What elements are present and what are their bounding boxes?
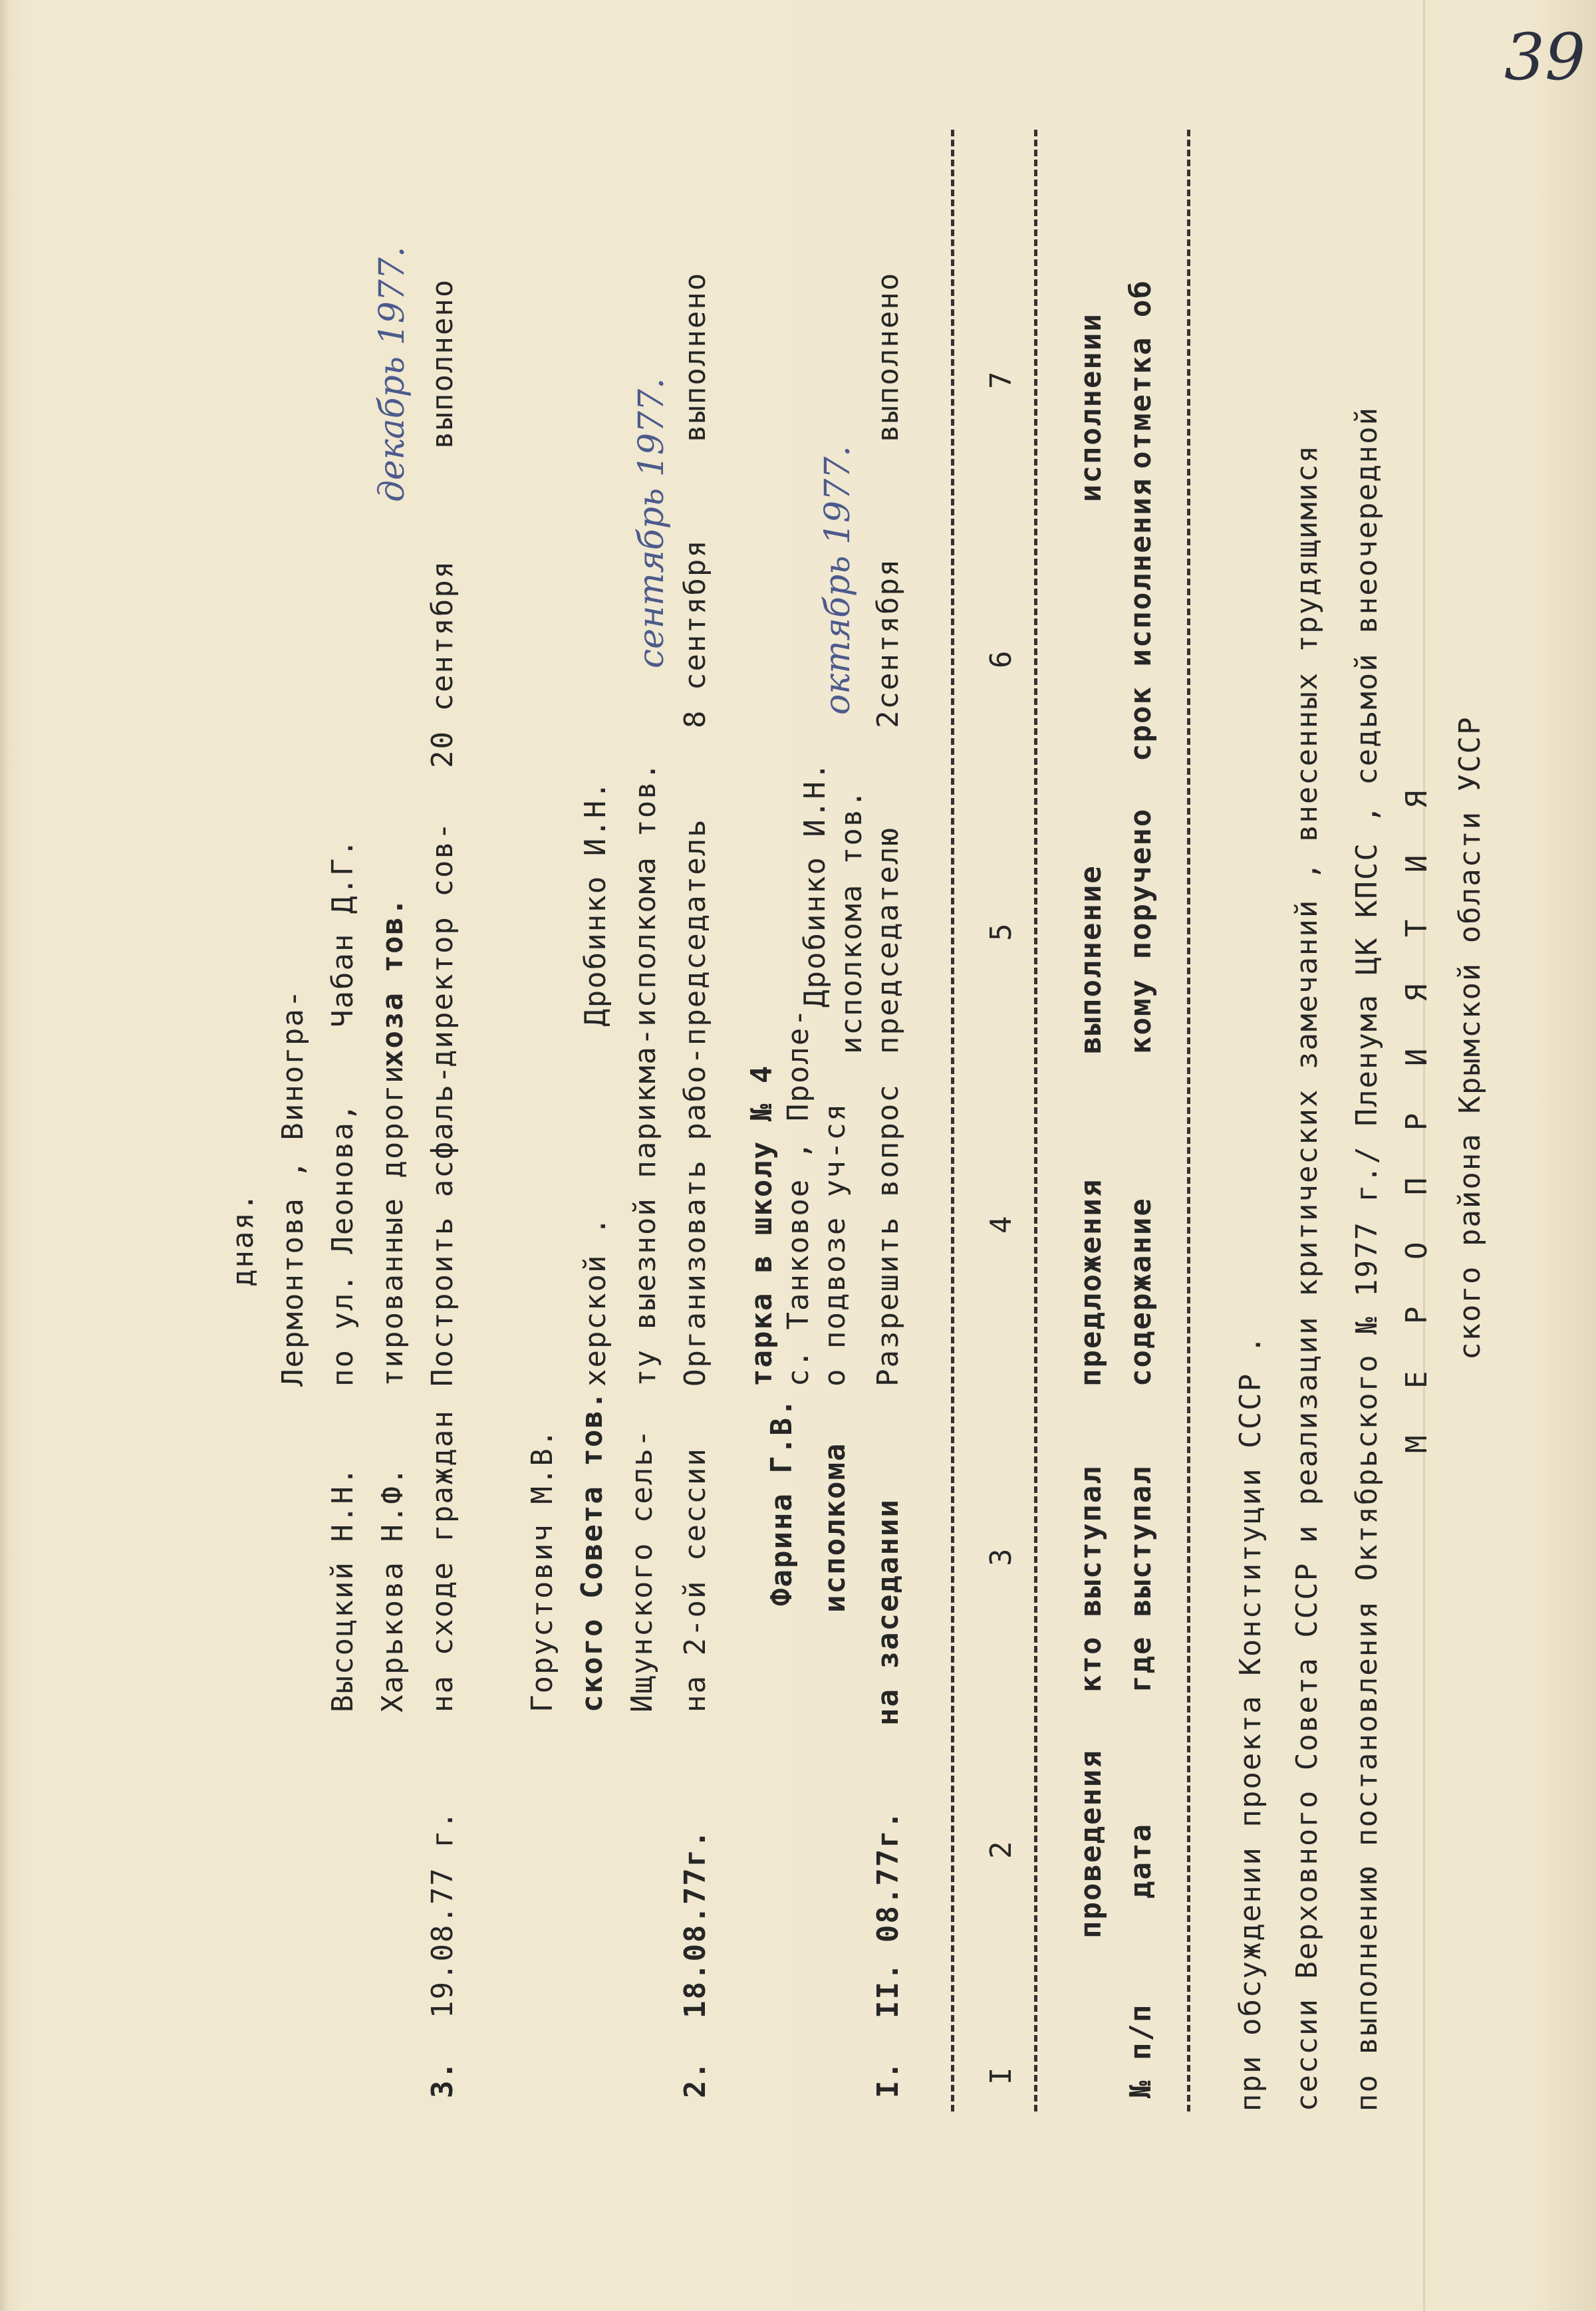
row1-content-1: Разрешить вопрос — [871, 1083, 905, 1387]
header-col-5a: кому поручено — [1124, 807, 1158, 1054]
row3-content-3: по ул. Леонова, — [326, 1102, 360, 1387]
row1-handwritten-note: октябрь 1977. — [818, 446, 858, 715]
colnum-4: 4 — [984, 1214, 1018, 1234]
row1-where-3: Фарина Г.В. — [765, 1397, 799, 1606]
header-col-2a: дата — [1124, 1823, 1158, 1899]
row2-content-1: Организовать рабо-председатель — [678, 818, 712, 1387]
document-heading: М Е Р О П Р И Я Т И Я — [1400, 775, 1434, 1453]
row3-content-2: тированные дороги — [376, 1064, 410, 1387]
row2-content-3: херской . Дробинко И.Н. — [579, 780, 612, 1387]
title-top-line: ского района Крымской области УССР — [1453, 716, 1487, 1360]
row1-num: I. — [871, 2060, 905, 2098]
title-line-2: сессии Верховного Совета СССР и реализации критических замечаний , внесенных трудящимися — [1290, 444, 1324, 2111]
row2-deadline: 8 сентября — [678, 539, 712, 728]
row1-assigned-2: исполкома тов. — [835, 789, 868, 1054]
row1-content-3: с. Танковое , Проле- — [781, 1008, 815, 1387]
row3-assigned-2: хоза тов. — [376, 896, 410, 1067]
header-col-6: срок исполнения — [1124, 477, 1158, 761]
row1-where-1: на заседании — [871, 1498, 905, 1726]
row1-deadline: 2сентября — [871, 557, 905, 728]
header-col-3a: где выступал — [1124, 1465, 1158, 1693]
row3-content-4: Лермонтова , Виногра- — [276, 988, 310, 1387]
row3-assigned-1: директор сов- — [426, 821, 460, 1067]
row2-date: 18.08.77г. — [678, 1829, 712, 2018]
row3-where-3: Высоцкий Н.Н. — [326, 1466, 360, 1712]
header-bottom-rule — [951, 130, 954, 2111]
row3-deadline: 20 сентября — [426, 559, 460, 768]
colnum-2: 2 — [984, 1839, 1018, 1859]
row3-content-5: дная. — [226, 1192, 260, 1287]
row3-date: 19.08.77 г. — [426, 1810, 460, 2018]
row1-status: выполнено — [871, 271, 905, 442]
row2-where-1: на 2-ой сессии — [678, 1447, 712, 1712]
header-top-rule — [1187, 130, 1190, 2111]
colnum-5: 5 — [984, 922, 1018, 941]
row3-handwritten-note: декабрь 1977. — [372, 246, 412, 502]
row1-date: II. 08.77г. — [871, 1810, 905, 2018]
row3-where-2: Харькова Н.Ф. — [376, 1466, 410, 1712]
row3-assigned-3: Чабан Д.Г. — [326, 838, 360, 1027]
header-col-4b: предложения — [1074, 1178, 1108, 1387]
row2-content-2: ту выезной парикма-исполкома тов. — [628, 761, 662, 1387]
row2-where-2: Ищунского сель- — [625, 1428, 659, 1712]
header-mid-rule — [1034, 130, 1037, 2111]
row1-content-4: тарка в школу № 4 — [745, 1064, 779, 1387]
header-col-4a: содержание — [1124, 1197, 1158, 1387]
row2-status: выполнено — [678, 271, 712, 442]
header-col-7a: отметка об — [1124, 279, 1158, 469]
row1-content-2: о подвозе уч-ся — [818, 1102, 852, 1387]
row3-status: выполнено — [426, 278, 460, 449]
row3-content-1: Построить асфаль- — [426, 1064, 460, 1387]
row2-where-4: Горустович М.В. — [525, 1428, 559, 1712]
row2-where-3: ского Совета тов. — [575, 1390, 609, 1712]
header-col-1: № п/п — [1124, 2003, 1158, 2098]
header-col-2b: проведения — [1074, 1749, 1108, 1939]
row3-where-1: на сходе граждан — [426, 1409, 460, 1712]
row2-num: 2. — [678, 2060, 712, 2098]
colnum-3: 3 — [984, 1547, 1018, 1566]
row1-assigned-3: Дробинко И.Н. — [798, 761, 832, 1008]
row2-handwritten-note: сентябрь 1977. — [632, 378, 672, 668]
row3-num: 3. — [426, 2060, 460, 2098]
colnum-7: 7 — [984, 370, 1018, 389]
colnum-1: I — [984, 2066, 1018, 2085]
row1-assigned-1: председателю — [871, 827, 905, 1054]
row1-where-2: исполкома — [818, 1442, 852, 1613]
title-line-3: при обсуждении проекта Конституции СССР . — [1234, 1334, 1267, 2111]
title-line-1: по выполнению постановления Октябрьского № 1977 г./ Пленума ЦК КПСС , седьмой внеочередной — [1350, 406, 1384, 2111]
page-number: 39 — [1504, 20, 1586, 94]
header-col-7b: исполнении — [1074, 313, 1108, 502]
header-col-5b: выполнение — [1074, 865, 1108, 1054]
header-col-3b: кто выступал — [1074, 1465, 1108, 1693]
colnum-6: 6 — [984, 649, 1018, 668]
